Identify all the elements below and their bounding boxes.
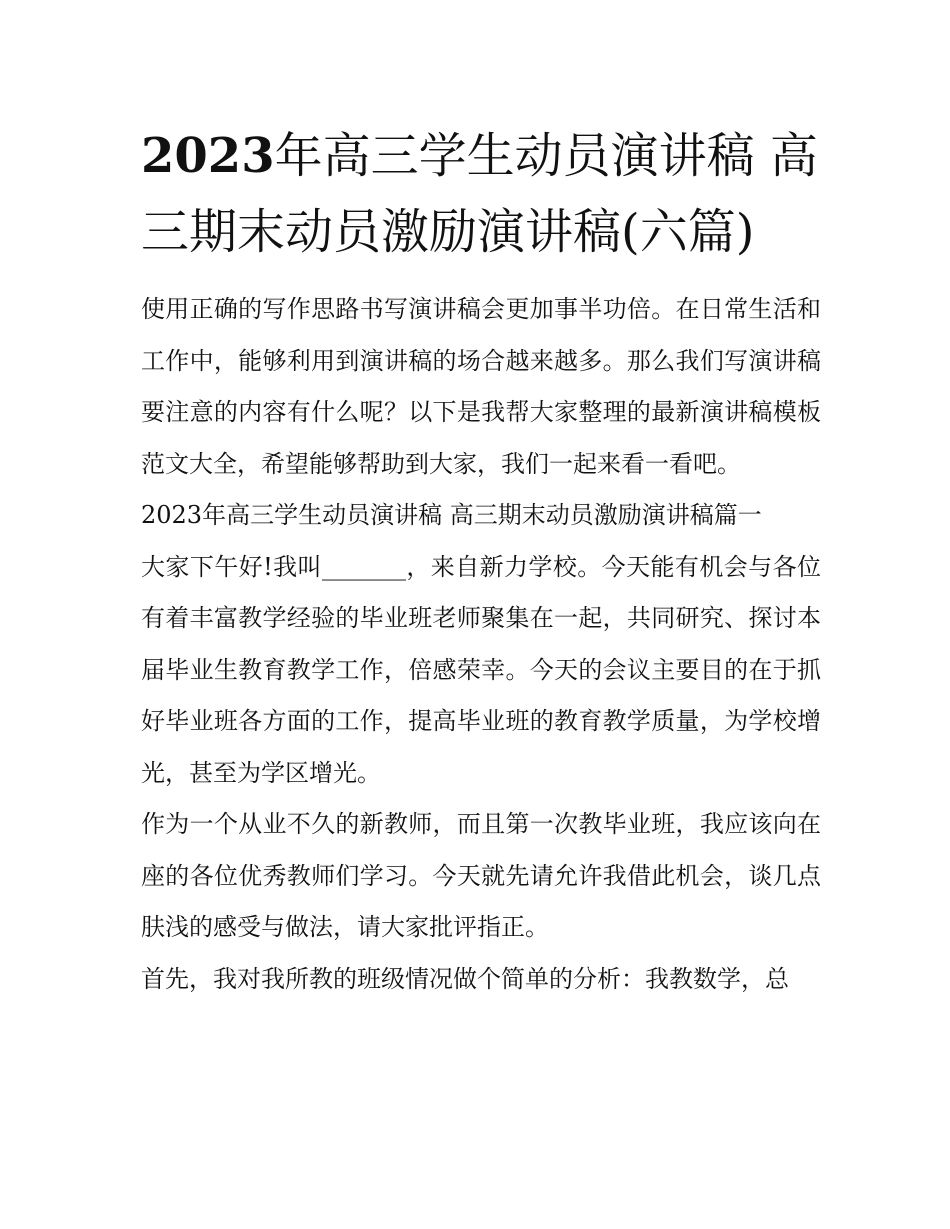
document-title bbox=[141, 118, 821, 270]
body-paragraph: 作为一个从业不久的新教师，而且第一次教毕业班，我应该向在座的各位优秀教师们学习。今天就先请允许我借此机会，谈几点肤浅的感受与做法，请大家批评指正。 bbox=[141, 810, 821, 941]
body-paragraph: 大家下午好!我叫_______，来自新力学校。今天能有机会与各位有着丰富教学经验的毕业班老师聚集在一起，共同研究、探讨本届毕业生教育教学工作，倍感荣幸。今天的会议主要目的在于抓好毕业班各方面的工作，提高毕业班的教育教学质量，为学校增光，甚至为学区增光。 bbox=[141, 552, 821, 787]
title-year: 2023 bbox=[141, 128, 275, 184]
title-text: 年高三学生动员演讲稿 高三期末动员激励演讲稿(六篇) bbox=[141, 128, 818, 260]
section-heading: 2023年高三学生动员演讲稿 高三期末动员激励演讲稿篇一 bbox=[141, 501, 762, 529]
body-paragraph: 首先，我对我所教的班级情况做个简单的分析：我教数学，总 bbox=[141, 964, 789, 993]
intro-paragraph: 使用正确的写作思路书写演讲稿会更加事半功倍。在日常生活和工作中，能够利用到演讲稿的场合越来越多。那么我们写演讲稿要注意的内容有什么呢？以下是我帮大家整理的最新演讲稿模板范文大全，希望能够帮助到大家，我们一起来看一看吧。 bbox=[141, 295, 821, 478]
document-body bbox=[141, 118, 821, 1005]
